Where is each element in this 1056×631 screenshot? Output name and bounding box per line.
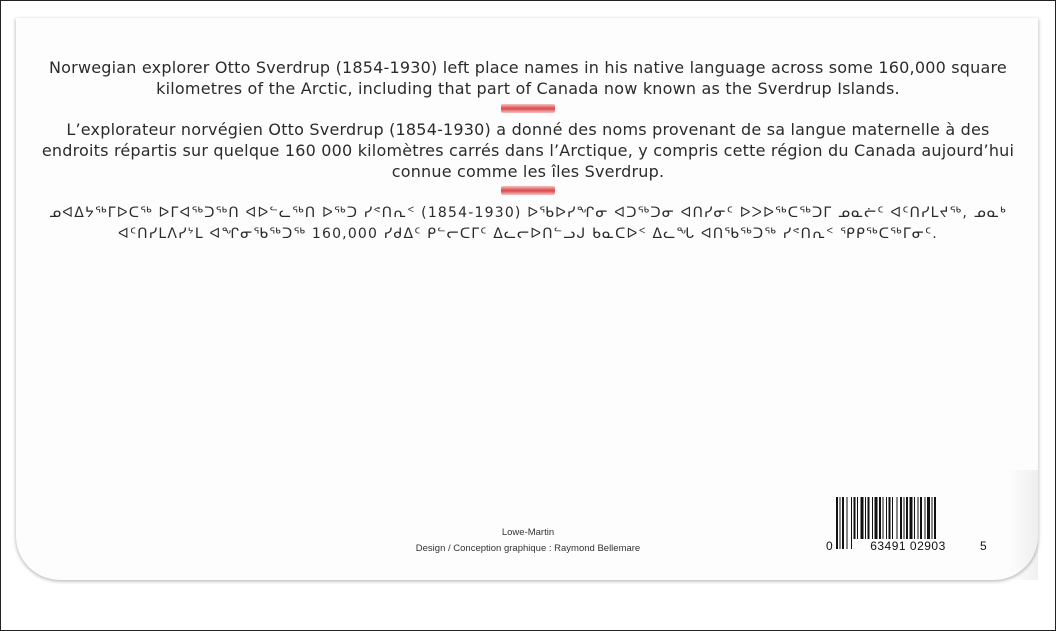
barcode-lead-digit: 0	[826, 539, 834, 553]
english-description: Norwegian explorer Otto Sverdrup (1854-1930) left place names in his native language across some 160,000 square kilometres of the Arctic, including that part of Canada now known as the Sverdrup Islands.	[49, 58, 1007, 98]
upc-barcode	[826, 497, 994, 557]
barcode-main-digits: 63491 02903	[852, 539, 964, 553]
red-divider-1	[501, 104, 555, 113]
barcode-check-digit: 5	[980, 539, 988, 553]
envelope-back	[16, 18, 1038, 580]
inuktitut-description: ᓄᐊᐃᔭᖅᒥᐅᑕᖅ ᐅᒥᐊᖅᑐᖅᑎ ᐊᐅᓪᓚᖅᑎ ᐅᖅᑐ ᓯᕝᑎᕆᑉ (1854-1930) ᐅᖃᐅᓯᖏᓂ ᐊᑐᖅᑐᓂ ᐊᑎᓯᓂᑦ ᐅᐳᐅᖅᑕᖅᑐᒥ ᓄᓇᓖᑦ ᐊᑦᑎᓯᒪᔪᖅ, ᓄᓇᒃ ᐊᑦᑎᓯᒪᐱᓯᔾᒪ ᐊᖏᓂᖃᖅᑐᖅ 160,000 ᓯᑯᐃᑦ ᑭᓪᓕᑕᒥᑦ ᐃᓚᓕᐅᑎᓪᓗᒍ ᑲᓇᑕᐅᑉ ᐃᓚᖓ ᐊᑎᖃᖅᑐᖅ ᓯᕝᑎᕆᑉ ᕿᑭᖅᑕᖅᒥᓂᑦ.	[49, 205, 1007, 242]
credits	[380, 525, 676, 557]
french-description: L’explorateur norvégien Otto Sverdrup (1854-1930) a donné des noms provenant de sa langue maternelle à des endroits répartis sur quelque 160 000 kilomètres carrés dans l’Arctique, y compris cette région du Canada aujourd’hui connue comme les îles Sverdrup.	[41, 120, 1015, 181]
printer-credit: Lowe-Martin	[501, 527, 555, 538]
design-credit: Design / Conception graphique : Raymond Bellemare	[415, 543, 641, 554]
red-divider-2	[501, 186, 555, 195]
envelope-flap-shadow	[1008, 470, 1038, 580]
